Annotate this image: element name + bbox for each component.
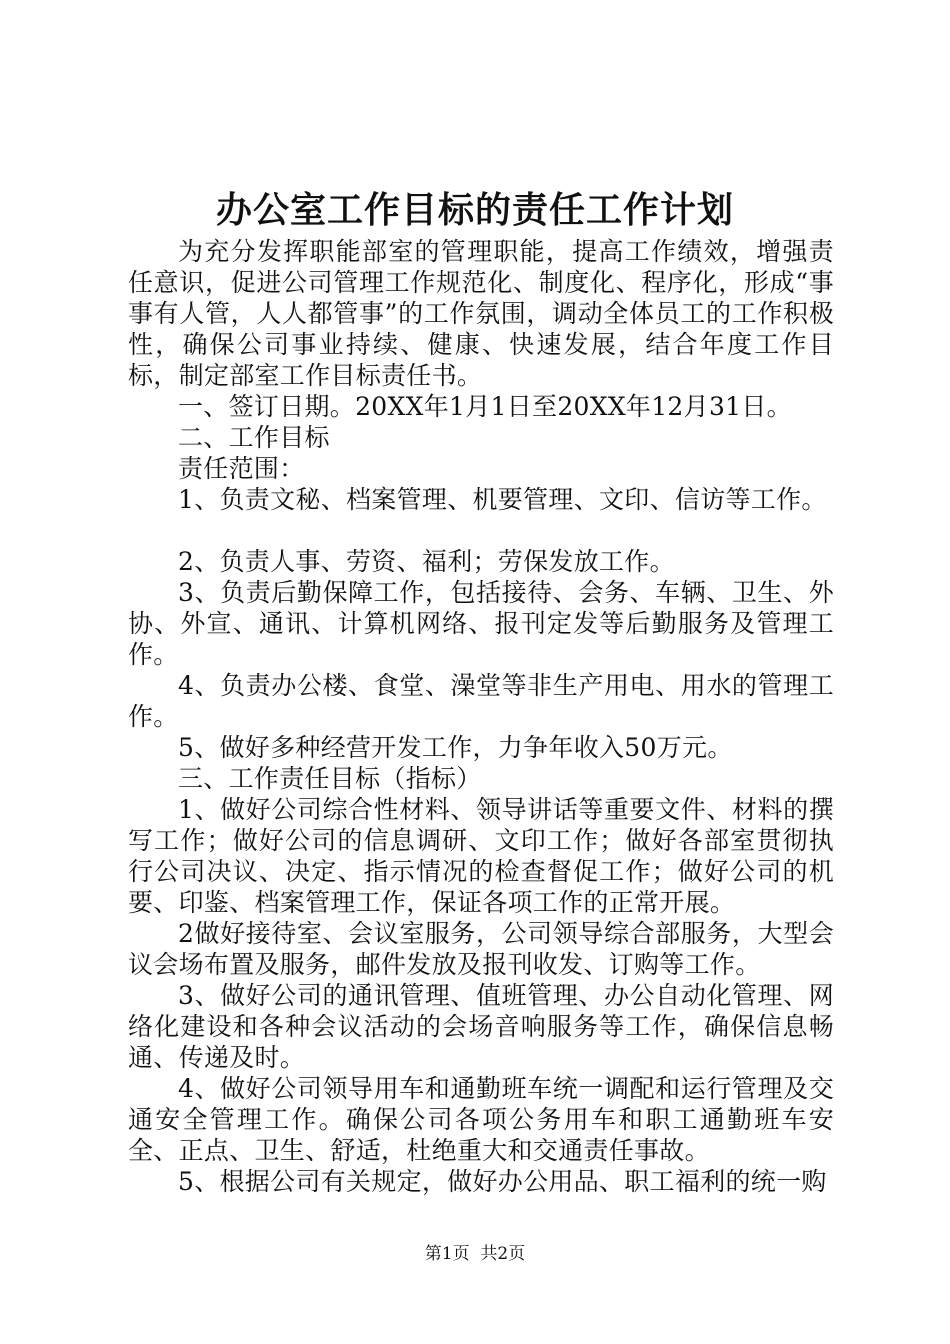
responsibility-scope-label: 责任范围：	[178, 454, 305, 483]
target-item-5: 5、根据公司有关规定，做好办公用品、职工福利的统一购	[178, 1167, 827, 1196]
signing-date-paragraph: 一、签订日期。20XX年1月1日至20XX年12月31日。	[178, 392, 792, 421]
scope-item-5: 5、做好多种经营开发工作，力争年收入50万元。	[178, 733, 733, 762]
target-item-1: 1、做好公司综合性材料、领导讲话等重要文件、材料的撰写工作；做好公司的信息调研、文印工作；做好各部室贯彻执行公司决议、决定、指示情况的检查督促工作；做好公司的机要、印鉴、档案管理工作，保证各项工作的正常开展。	[128, 795, 834, 917]
section-heading-targets: 三、工作责任目标（指标）	[178, 764, 482, 793]
document-title: 办公室工作目标的责任工作计划	[215, 189, 734, 231]
target-item-4: 4、做好公司领导用车和通勤班车统一调配和运行管理及交通安全管理工作。确保公司各项公务用车和职工通勤班车安全、正点、卫生、舒适，杜绝重大和交通责任事故。	[128, 1074, 834, 1165]
target-item-3: 3、做好公司的通讯管理、值班管理、办公自动化管理、网络化建设和各种会议活动的会场音响服务等工作，确保信息畅通、传递及时。	[128, 981, 834, 1072]
scope-item-3: 3、负责后勤保障工作，包括接待、会务、车辆、卫生、外协、外宣、通讯、计算机网络、报刊定发等后勤服务及管理工作。	[128, 578, 834, 669]
page-number: 第1页	[424, 1244, 470, 1264]
target-item-2: 2做好接待室、会议室服务，公司领导综合部服务，大型会议会场布置及服务，邮件发放及报刊收发、订购等工作。	[128, 919, 834, 979]
page-total: 共2页	[480, 1244, 526, 1264]
document-body	[128, 236, 834, 1197]
scope-item-2: 2、负责人事、劳资、福利；劳保发放工作。	[178, 547, 675, 576]
section-heading-goals: 二、工作目标	[178, 423, 330, 452]
page-footer	[0, 1242, 950, 1266]
scope-item-1: 1、负责文秘、档案管理、机要管理、文印、信访等工作。	[178, 485, 827, 514]
intro-paragraph: 为充分发挥职能部室的管理职能，提高工作绩效，增强责任意识，促进公司管理工作规范化、制度化、程序化，形成“事事有人管，人人都管事”的工作氛围，调动全体员工的工作积极性，确保公司事业持续、健康、快速发展，结合年度工作目标，制定部室工作目标责任书。	[128, 237, 834, 390]
scope-item-4: 4、负责办公楼、食堂、澡堂等非生产用电、用水的管理工作。	[128, 671, 834, 731]
